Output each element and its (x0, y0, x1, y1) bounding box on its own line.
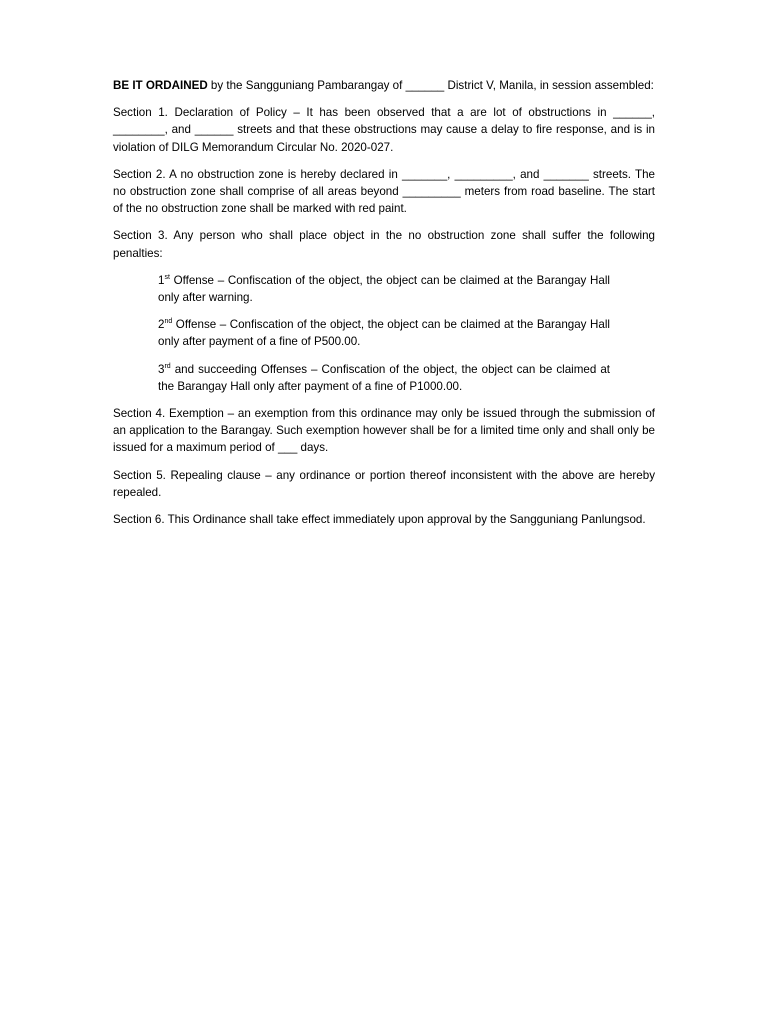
penalty-item-2 (158, 316, 610, 350)
section-1-paragraph: Section 1. Declaration of Policy – It has been observed that a are lot of obstructions in ______, ________, and ______ streets and that these obstructions may cause a delay to fire response, and is in violation of DILG Memorandum Circular No. 2020-027. (113, 106, 655, 154)
penalties-list (158, 272, 610, 395)
preamble-text: by the Sangguniang Pambarangay of ______ District V, Manila, in session assembled: (207, 79, 654, 92)
penalty-1-ordinal-suffix: st (164, 273, 170, 281)
section-5-paragraph: Section 5. Repealing clause – any ordinance or portion thereof inconsistent with the above are hereby repealed. (113, 468, 655, 499)
section-2-paragraph: Section 2. A no obstruction zone is hereby declared in _______, _________, and _______ streets. The no obstruction zone shall comprise of all areas beyond _________ meters from road baseline. The start of the no obstruction zone shall be marked with red paint. (113, 167, 655, 216)
preamble-bold-lead: BE IT ORDAINED (113, 79, 208, 92)
section-3-paragraph: Section 3. Any person who shall place object in the no obstruction zone shall suffer the following penalties: (113, 229, 655, 260)
preamble-paragraph (113, 77, 655, 94)
penalty-2-text: Offense – Confiscation of the object, the object can be claimed at the Barangay Hall only after payment of a fine of P500.00. (158, 318, 610, 349)
ordinance-document (113, 77, 655, 538)
penalty-3-text: and succeeding Offenses – Confiscation of the object, the object can be claimed at the Barangay Hall only after payment of a fine of P1000.00. (158, 362, 610, 393)
penalty-3-number: 3 (158, 362, 165, 376)
penalty-item-3 (158, 361, 610, 395)
section-4-paragraph: Section 4. Exemption – an exemption from this ordinance may only be issued through the submission of an application to the Barangay. Such exemption however shall be for a limited time only and shall only be issued for a maximum period of ___ days. (113, 407, 655, 455)
penalty-1-text: Offense – Confiscation of the object, the object can be claimed at the Barangay Hall only after warning. (158, 273, 610, 305)
penalty-2-number: 2 (158, 318, 165, 332)
penalty-1-number: 1 (158, 273, 165, 287)
penalty-2-ordinal-suffix: nd (164, 318, 173, 326)
section-6-paragraph: Section 6. This Ordinance shall take effect immediately upon approval by the Sangguniang Panlungsod. (113, 513, 646, 527)
penalty-3-ordinal-suffix: rd (164, 362, 171, 370)
penalty-item-1 (158, 272, 610, 306)
